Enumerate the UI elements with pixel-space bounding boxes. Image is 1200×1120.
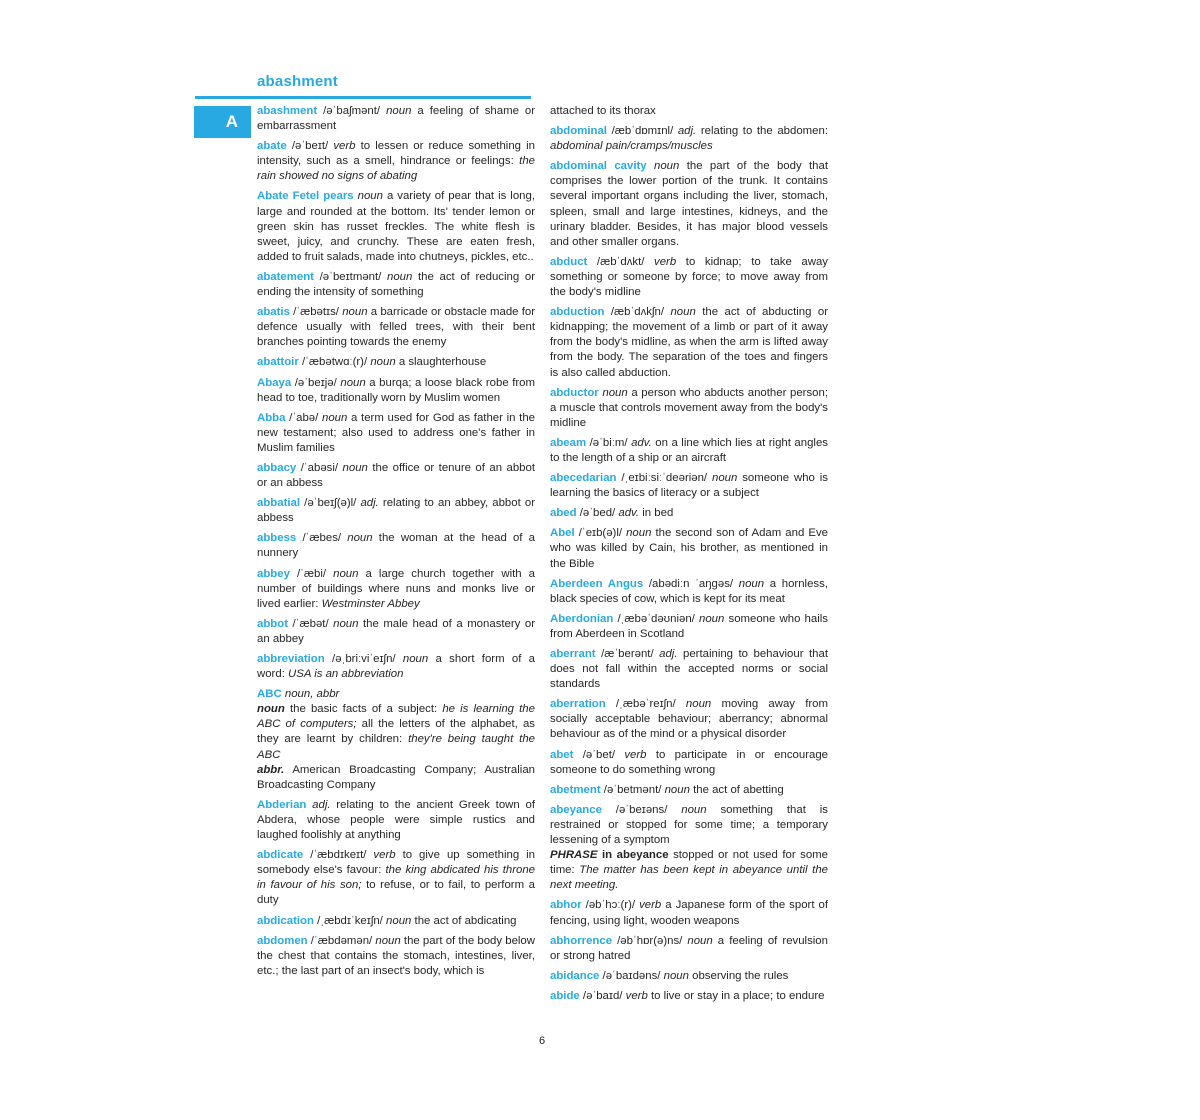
pronunciation: /əˈbeɪʃ(ə)l/ (300, 497, 361, 510)
part-of-speech: noun (626, 527, 652, 540)
definition-text: a barricade or obstacle made for defence usually with felled trees, with their bent branches pointing towards the enemy (257, 306, 536, 349)
dictionary-entry (550, 898, 828, 928)
dictionary-entry (550, 989, 828, 1004)
headword: abhor (550, 899, 582, 912)
dictionary-entry (550, 697, 828, 742)
headword: Aberdonian (550, 612, 614, 625)
pronunciation: /ˈæbətɪs/ (289, 306, 343, 319)
headword: abashment (257, 105, 318, 117)
definition-text: attached to its thorax (550, 105, 656, 117)
headword: abbey (257, 567, 290, 580)
part-of-speech: adj. (312, 798, 331, 811)
headword: ABC (257, 688, 282, 701)
definition-text: pertaining to behaviour that does not fall within the accepted norms or social standards (550, 648, 828, 691)
part-of-speech: noun (347, 532, 373, 545)
part-of-speech: verb (624, 748, 647, 761)
definition-text: to participate in or encourage someone to do something wrong (550, 748, 828, 776)
dictionary-entry (550, 969, 828, 984)
pronunciation: /əbˈhɒr(ə)ns/ (612, 934, 688, 947)
definition-text: relating to an abbey, abbot or abbess (257, 497, 535, 525)
part-of-speech: noun (321, 411, 348, 424)
dictionary-entry (257, 139, 535, 184)
part-of-speech: noun (386, 105, 412, 117)
dictionary-entry (257, 376, 535, 406)
dictionary-entry (257, 305, 535, 350)
headword: abbot (257, 617, 289, 630)
pronunciation: /ˌæbəˈdəʊniən/ (613, 612, 699, 625)
headword: Abba (257, 411, 286, 424)
headword: abed (550, 507, 577, 520)
definition-text: someone who is learning the basics of literacy or a subject (550, 472, 828, 500)
pronunciation: /ˌæbdɪˈkeɪʃn/ (313, 914, 387, 927)
definition-text: the male head of a monastery or an abbey (257, 617, 536, 645)
phrase-text: in abeyance (602, 849, 669, 862)
definition-text: to lessen or reduce something in intensity, such as a smell, hindrance or feelings: (257, 140, 535, 168)
pronunciation: /əˈbed/ (576, 507, 619, 520)
example-text: the rain showed no signs of abating (257, 155, 535, 183)
definition-text: the part of the body below the chest that contains the stomach, intestines, liver, etc.; the last part of an insect's body, which is (257, 934, 535, 977)
part-of-speech: verb (373, 849, 396, 862)
definition-text: a person who abducts another person; a muscle that controls movement away from the body's midline (550, 386, 828, 429)
dictionary-entry (257, 567, 535, 612)
definition-text (647, 160, 654, 172)
dictionary-entry (257, 652, 535, 682)
headword: abide (550, 989, 580, 1002)
dictionary-entry (550, 471, 828, 501)
part-of-speech: noun (712, 472, 738, 485)
part-of-speech: noun (370, 356, 396, 369)
dictionary-entry (550, 104, 828, 119)
definition-text: American Broadcasting Company; Australian Broadcasting Company (257, 763, 535, 791)
headword: abductor (550, 386, 599, 399)
headword: abhorrence (550, 934, 613, 947)
pronunciation: /ˈæbes/ (296, 532, 348, 545)
dictionary-entry (550, 255, 828, 300)
dictionary-entry (257, 461, 535, 491)
part-of-speech: noun (699, 612, 725, 625)
headword: abbreviation (257, 653, 325, 665)
part-of-speech: adj. (360, 497, 379, 510)
part-of-speech: noun (654, 160, 680, 173)
definition-text: to refuse, or to fail, to perform a duty (257, 879, 535, 907)
headword: abdicate (257, 849, 304, 862)
pronunciation: /abədiːn ˈaŋgəs/ (643, 577, 739, 590)
pronunciation: /æbˈdʌkʃn/ (604, 306, 671, 319)
dictionary-entry (550, 934, 828, 964)
part-of-speech: noun (687, 934, 713, 947)
dictionary-entry (257, 934, 535, 979)
part-of-speech: verb (639, 899, 662, 912)
definition-text: the act of abdicating (411, 914, 517, 927)
example-text: they're being taught the ABC (257, 733, 535, 761)
headword: abecedarian (550, 472, 617, 485)
dictionary-entry (257, 411, 535, 456)
pronunciation: /ˌæbəˈreɪʃn/ (605, 698, 686, 711)
headword: abdominal cavity (550, 160, 647, 173)
headword: abetment (550, 783, 601, 796)
definition-text: all the letters of the alphabet, as they are learnt by children: (257, 718, 536, 746)
definition-text: the basic facts of a subject: (284, 703, 443, 716)
pronunciation: /ˈæbi/ (289, 567, 334, 580)
headword: Abaya (257, 376, 292, 389)
definition-text: the act of abetting (689, 783, 784, 796)
part-of-speech: noun (340, 376, 366, 389)
part-of-speech: noun (681, 803, 707, 816)
dictionary-entry (550, 506, 828, 521)
example-text: he is learning the ABC of computers; (257, 703, 535, 731)
pronunciation: /əˈbeɪjə/ (291, 376, 341, 389)
part-of-speech: verb (625, 989, 648, 1002)
section-letter-tab: A (194, 106, 251, 138)
definition-text: to kidnap; to take away something or someone by force; to move away from the body's midline (550, 255, 828, 299)
pronunciation: /əˈbeɪt/ (286, 140, 334, 153)
definition-text: a burqa; a loose black robe from head to toe, traditionally worn by Muslim women (257, 376, 535, 404)
definition-text: relating to the abdomen: (696, 125, 828, 138)
definition-text: the part of the body that comprises the lower portion of the trunk. It contains several important organs including the liver, stomach, spleen, small and large intestines, kidneys, and the urinary bladder. Besides, it has major blood vessels and other smaller organs. (550, 160, 829, 248)
definition-text: moving away from socially acceptable behaviour; aberrancy; abnormal behaviour as of the mind or a physical disorder (550, 698, 828, 741)
definition-text: in bed (639, 507, 674, 520)
dictionary-entry (550, 803, 828, 894)
headword: aberrant (550, 648, 596, 660)
definition-text: a hornless, black species of cow, which is kept for its meat (550, 577, 828, 605)
dictionary-entry (550, 124, 828, 154)
pronunciation: /ˈæbət/ (288, 617, 334, 630)
definition-text: the second son of Adam and Eve who was killed by Cain, his brother, as mentioned in the Bible (550, 527, 828, 570)
dictionary-entry (550, 577, 828, 607)
headword: abdomen (257, 934, 308, 947)
dictionary-entry (257, 270, 535, 300)
part-of-speech: noun (357, 190, 383, 203)
part-of-speech: noun (670, 306, 696, 319)
example-text: The matter has been kept in abeyance until the next meeting. (550, 864, 828, 892)
pronunciation: /əˈbaʃmənt/ (317, 105, 387, 117)
part-of-speech: adv. (631, 436, 652, 449)
headword: abbess (257, 532, 297, 545)
dictionary-entry (257, 617, 535, 647)
pronunciation: /əˈbet/ (573, 748, 625, 761)
headword: abbacy (257, 461, 297, 474)
part-of-speech: noun (386, 914, 412, 927)
part-of-speech: noun (685, 698, 712, 711)
definition-text: to give up something in somebody else's favour: (257, 849, 535, 877)
headword: abatement (257, 270, 314, 283)
headword: abdominal (550, 125, 607, 138)
example-text: abdominal pain/cramps/muscles (550, 140, 713, 153)
definition-text: relating to the ancient Greek town of Abdera, whose people were simple rustics and laughed foolishly at anything (257, 798, 535, 842)
label-text: noun (257, 703, 285, 716)
dictionary-entry (257, 355, 535, 370)
headword: abate (257, 140, 287, 153)
part-of-speech: noun (375, 934, 401, 947)
dictionary-column-left (257, 104, 535, 984)
dictionary-entry (257, 496, 535, 526)
part-of-speech: noun (663, 969, 689, 982)
dictionary-entry (550, 647, 828, 692)
headword: abatis (257, 306, 290, 319)
definition-text: a large church together with a number of buildings where nuns and monks live or lived earlier: (257, 567, 535, 610)
headword: Aberdeen Angus (550, 577, 644, 590)
part-of-speech: verb (333, 140, 356, 153)
headword: abidance (550, 969, 600, 982)
pronunciation: /əˈbeɪtmənt/ (313, 270, 387, 283)
headword: abdication (257, 914, 314, 927)
dictionary-entry (257, 798, 535, 843)
headword: abeyance (550, 803, 602, 816)
pronunciation: /ˈæbdəmən/ (307, 934, 376, 947)
dictionary-column-right (550, 104, 828, 1009)
headword: abduction (550, 306, 605, 319)
dictionary-entry (550, 748, 828, 778)
pronunciation: /æˈberənt/ (595, 648, 660, 660)
headword: abduct (550, 255, 588, 268)
definition-text: a slaughterhouse (395, 356, 487, 369)
definition-text: a variety of pear that is long, large and rounded at the bottom. Its' tender lemon or green skin has russet freckles. The white flesh is sweet, juicy, and crunchy. These are eaten fresh, added to fruit salads, made into chutneys, pickles, etc.. (257, 190, 535, 263)
dictionary-entry (257, 848, 535, 908)
dictionary-entry (550, 436, 828, 466)
part-of-speech: noun (333, 617, 359, 630)
pronunciation: /əˈbiːm/ (586, 436, 632, 449)
dictionary-entry (257, 531, 535, 561)
definition-text: stopped or not used for some time: (550, 849, 828, 877)
example-text: the king abdicated his throne in favour of his son; (257, 864, 535, 892)
definition-text: the act of reducing or ending the intensity of something (257, 270, 535, 299)
part-of-speech: noun (386, 270, 413, 283)
definition-text: on a line which lies at right angles to the length of a ship or an aircraft (550, 436, 828, 464)
dictionary-entry (257, 189, 535, 264)
pronunciation: /əˈbaɪdəns/ (599, 969, 664, 982)
page-title: abashment (257, 73, 338, 90)
dictionary-entry (257, 104, 535, 134)
part-of-speech: noun, abbr (284, 688, 340, 701)
definition-text: a feeling of shame or embarrassment (257, 105, 536, 133)
page-number: 6 (538, 1035, 546, 1047)
definition-text: to live or stay in a place; to endure (647, 989, 825, 1002)
dictionary-entry (550, 159, 828, 250)
definition-text: a Japanese form of the sport of fencing, using light, wooden weapons (550, 899, 829, 927)
header-rule (195, 96, 531, 99)
pronunciation: /ˈæbətwɑː(r)/ (298, 356, 371, 369)
example-text: Westminster Abbey (321, 597, 420, 610)
headword: Abel (550, 527, 575, 540)
pronunciation: /ˈeɪb(ə)l/ (574, 527, 627, 540)
definition-text: observing the rules (688, 969, 789, 982)
pronunciation: /ˌeɪbiːsiːˈdeəriən/ (616, 472, 712, 485)
dictionary-entry (550, 783, 828, 798)
definition-text: someone who hails from Aberdeen in Scotland (550, 612, 828, 640)
pronunciation: /ˈabə/ (285, 411, 322, 424)
definition-text: a term used for God as father in the new testament; also used to address one's father in Muslim families (257, 411, 535, 454)
pronunciation: /ˈæbdɪkeɪt/ (303, 849, 374, 862)
part-of-speech: noun (664, 783, 690, 796)
headword: Abate Fetel pears (257, 190, 354, 203)
pronunciation: /æbˈdɒmɪnl/ (606, 125, 678, 138)
label-text: PHRASE (550, 849, 598, 862)
label-text: abbr. (257, 763, 285, 776)
definition-text: a short form of a word: (257, 653, 535, 681)
definition-text: the act of abducting or kidnapping; the movement of a limb or part of it away from the body's midline, as when the arm is lifted away from the body. The separation of the toes and fingers is also called abduction. (550, 306, 828, 379)
part-of-speech: noun (602, 386, 628, 399)
definition-text: something that is restrained or stopped for some time; a temporary lessening of a symptom (550, 803, 828, 847)
dictionary-entry (257, 914, 535, 929)
part-of-speech: verb (654, 255, 677, 268)
headword: aberration (550, 698, 606, 711)
pronunciation: /əˈbetmənt/ (600, 783, 665, 796)
part-of-speech: adv. (618, 507, 640, 520)
pronunciation: /əˈbaɪd/ (579, 989, 626, 1002)
headword: Abderian (257, 798, 307, 811)
part-of-speech: noun (333, 567, 359, 580)
pronunciation: /əbˈhɔː(r)/ (581, 899, 640, 912)
definition-text: a feeling of revulsion or strong hatred (550, 934, 828, 962)
dictionary-entry (257, 687, 535, 793)
dictionary-entry (550, 305, 828, 380)
definition-text: the woman at the head of a nunnery (257, 532, 535, 560)
part-of-speech: noun (738, 577, 765, 590)
pronunciation: /ˈabəsi/ (296, 461, 343, 474)
dictionary-entry (550, 526, 828, 571)
part-of-speech: noun (342, 461, 368, 474)
headword: abbatial (257, 497, 301, 510)
definition-text: the office or tenure of an abbot or an abbess (257, 461, 535, 490)
part-of-speech: adj. (677, 125, 697, 138)
headword: abet (550, 748, 574, 761)
part-of-speech: noun (402, 653, 429, 665)
pronunciation: /æbˈdʌkt/ (587, 255, 655, 268)
part-of-speech: noun (342, 306, 368, 319)
example-text: USA is an abbreviation (288, 668, 404, 681)
dictionary-entry (550, 386, 828, 431)
pronunciation: /əˈbeɪəns/ (601, 803, 682, 816)
headword: abeam (550, 436, 587, 449)
dictionary-entry (550, 612, 828, 642)
pronunciation: /əˌbriːviˈeɪʃn/ (324, 653, 403, 665)
part-of-speech: adj. (659, 648, 678, 660)
headword: abattoir (257, 356, 299, 369)
